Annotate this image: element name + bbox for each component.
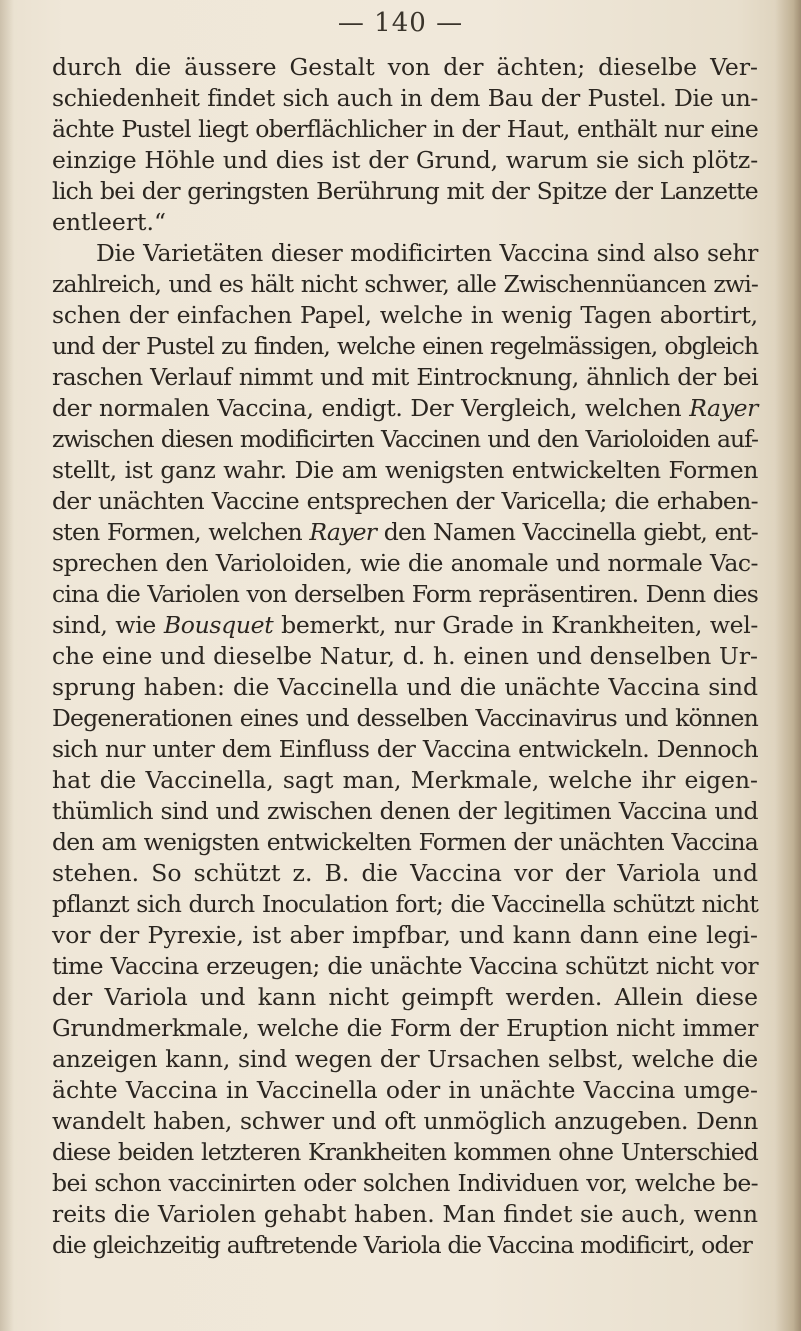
text-line: zwischen diesen modificirten Vaccinen und den Varioloiden auf-: [52, 425, 758, 453]
paragraph-1: [52, 52, 758, 238]
text-line: zahlreich, und es hält nicht schwer, alle Zwischennüancen zwi-: [52, 270, 758, 298]
paragraph-2: [52, 238, 758, 1261]
text-line: entleert.“: [52, 208, 166, 236]
text-line: den am wenigsten entwickelten Formen der unächten Vaccina: [52, 828, 758, 856]
text-line: der unächten Vaccine entsprechen der Varicella; die erhaben-: [52, 487, 758, 515]
text-line: wandelt haben, schwer und oft unmöglich anzugeben. Denn: [52, 1107, 758, 1135]
text-line: Die Varietäten dieser modificirten Vaccina sind also sehr: [96, 239, 758, 267]
text-line: sprechen den Varioloiden, wie die anomale und normale Vac-: [52, 549, 758, 577]
text-line: cina die Variolen von derselben Form repräsentiren. Denn dies: [52, 580, 758, 608]
text-line: der Variola und kann nicht geimpft werden. Allein diese: [52, 983, 758, 1011]
page-number-header: — 140 —: [337, 8, 464, 38]
text-line: lich bei der geringsten Berührung mit der Spitze der Lanzette: [52, 177, 758, 205]
text-line: anzeigen kann, sind wegen der Ursachen selbst, welche die: [52, 1045, 758, 1073]
text-line: che eine und dieselbe Natur, d. h. einen und denselben Ur-: [52, 642, 758, 670]
text-line: Grundmerkmale, welche die Form der Eruption nicht immer: [52, 1014, 758, 1042]
body-text: [52, 52, 758, 1261]
text-line: ächte Pustel liegt oberflächlicher in der Haut, enthält nur eine: [52, 115, 758, 143]
text-line: diese beiden letzteren Krankheiten kommen ohne Unterschied: [52, 1138, 758, 1166]
text-line: durch die äussere Gestalt von der ächten; dieselbe Ver-: [52, 53, 758, 81]
text-line: raschen Verlauf nimmt und mit Eintrocknung, ähnlich der bei: [52, 363, 758, 391]
text-line: stehen. So schützt z. B. die Vaccina vor der Variola und: [52, 859, 758, 887]
text-line: sich nur unter dem Einfluss der Vaccina entwickeln. Dennoch: [52, 735, 758, 763]
text-line: sind, wie Bousquet bemerkt, nur Grade in Krankheiten, wel-: [52, 611, 758, 639]
text-line: sten Formen, welchen Rayer den Namen Vaccinella giebt, ent-: [52, 518, 758, 546]
text-line: vor der Pyrexie, ist aber impfbar, und kann dann eine legi-: [52, 921, 758, 949]
text-line: der normalen Vaccina, endigt. Der Vergleich, welchen Rayer: [52, 394, 758, 422]
text-line: einzige Höhle und dies ist der Grund, warum sie sich plötz-: [52, 146, 758, 174]
text-line: time Vaccina erzeugen; die unächte Vaccina schützt nicht vor: [52, 952, 758, 980]
text-line: stellt, ist ganz wahr. Die am wenigsten entwickelten Formen: [52, 456, 758, 484]
text-line: schiedenheit findet sich auch in dem Bau der Pustel. Die un-: [52, 84, 758, 112]
text-line: und der Pustel zu finden, welche einen regelmässigen, obgleich: [52, 332, 758, 360]
text-line: pflanzt sich durch Inoculation fort; die Vaccinella schützt nicht: [52, 890, 758, 918]
gutter-shadow: [0, 0, 14, 1331]
text-line: die gleichzeitig auftretende Variola die Vaccina modificirt, oder: [52, 1231, 753, 1259]
text-line: sprung haben: die Vaccinella und die unächte Vaccina sind: [52, 673, 758, 701]
text-line: Degenerationen eines und desselben Vaccinavirus und können: [52, 704, 758, 732]
text-line: hat die Vaccinella, sagt man, Merkmale, welche ihr eigen-: [52, 766, 758, 794]
text-line: bei schon vaccinirten oder solchen Individuen vor, welche be-: [52, 1169, 758, 1197]
text-line: ächte Vaccina in Vaccinella oder in unächte Vaccina umge-: [52, 1076, 758, 1104]
text-line: reits die Variolen gehabt haben. Man findet sie auch, wenn: [52, 1200, 758, 1228]
text-line: thümlich sind und zwischen denen der legitimen Vaccina und: [52, 797, 758, 825]
text-line: schen der einfachen Papel, welche in wenig Tagen abortirt,: [52, 301, 758, 329]
page-edge-shadow: [775, 0, 801, 1331]
